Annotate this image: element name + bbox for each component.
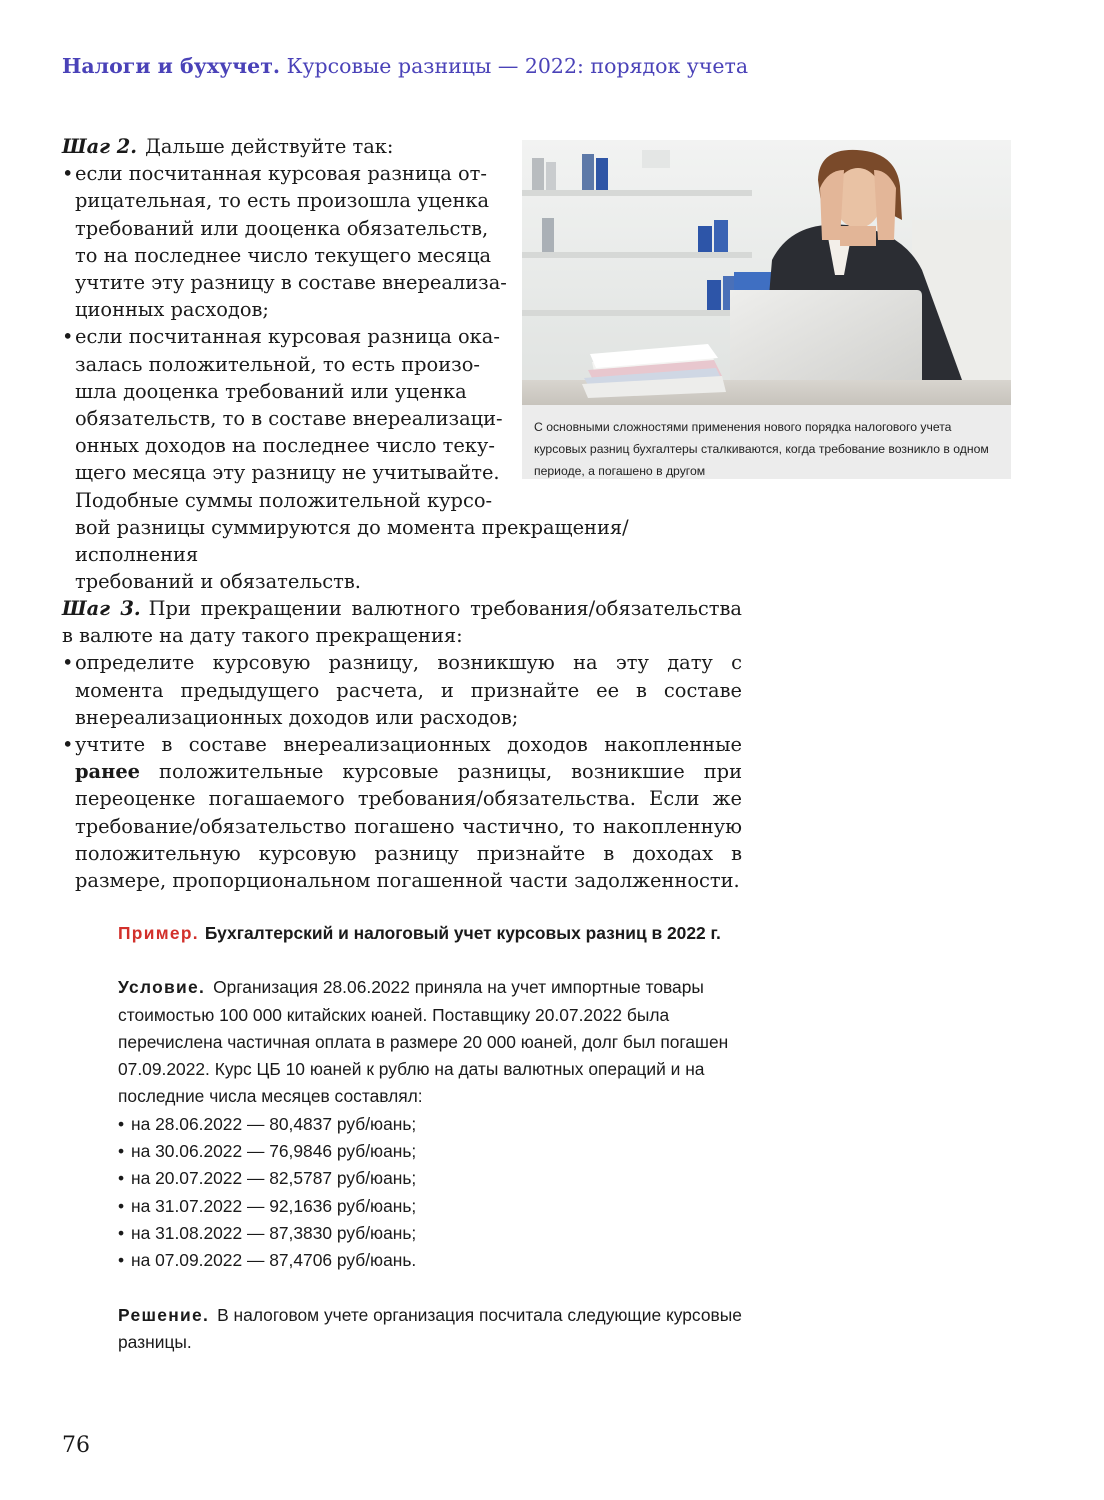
- bullet-text: положительные курсовые разницы, возникшие при переоценке погашаемого требования/обязательства. Если же требование/обязательство погашено частично, то накопленную положительную курсовую разницу признайте в доходах в размере, пропорциональном погашенной части задолженности.: [75, 760, 742, 893]
- text-line: учтите эту разницу в составе внереализа-: [75, 271, 507, 295]
- header-title: Курсовые разницы — 2022: порядок учета: [280, 54, 749, 78]
- step-3-bullet-2: [62, 731, 742, 894]
- office-photo: [522, 140, 1011, 405]
- condition-label: Условие.: [118, 977, 206, 998]
- rate-item: • на 28.06.2022 — 80,4837 руб/юань;: [118, 1111, 744, 1138]
- example-title: Бухгалтерский и налоговый учет курсовых разниц в 2022 г.: [204, 923, 721, 943]
- rate-item: • на 30.06.2022 — 76,9846 руб/юань;: [118, 1138, 744, 1165]
- step-3-bullet-1: • определите курсовую разницу, возникшую на эту дату с момента предыдущего расчета, и признайте ее в составе внереализационных доходов или расходов;: [62, 649, 742, 731]
- condition-text: Организация 28.06.2022 приняла на учет импортные товары стоимостью 100 000 китайских юаней. Поставщику 20.07.2022 была перечислена частичная оплата в размере 20 000 юаней, долг был погашен 07.09.2022. Курс ЦБ 10 юаней к рублю на даты валютных операций и на последние числа месяцев составлял:: [118, 977, 729, 1107]
- rate-item: • на 20.07.2022 — 82,5787 руб/юань;: [118, 1165, 744, 1192]
- example-heading: [118, 920, 744, 947]
- photo-illustration: [522, 140, 1011, 405]
- emphasis-word: ранее: [75, 760, 140, 784]
- step-3-heading: [62, 595, 742, 649]
- text-line: шла дооценка требований или уценка: [75, 379, 467, 403]
- text-line: обязательств, то в составе внереализаци-: [75, 407, 503, 431]
- text-line: требований или дооценка обязательств,: [75, 216, 489, 240]
- text-line: • если посчитанная курсовая разница ока-: [75, 325, 500, 349]
- text-line: Подобные суммы положительной курсо-: [75, 488, 493, 512]
- page-number: 76: [62, 1433, 90, 1458]
- text-line: вой разницы суммируются до момента прекращения/исполнения: [75, 515, 629, 567]
- figure: [522, 140, 1011, 479]
- example-condition: [118, 974, 744, 1110]
- rate-item: • на 31.08.2022 — 87,3830 руб/юань;: [118, 1220, 744, 1247]
- example-label: Пример.: [118, 923, 199, 943]
- text-line: ционных расходов;: [75, 298, 269, 322]
- step-3-list: [62, 649, 742, 894]
- text-line: • если посчитанная курсовая разница от-: [75, 162, 487, 186]
- text-line: то на последнее число текущего месяца: [75, 243, 492, 267]
- text-line: щего месяца эту разницу не учитывайте.: [75, 461, 500, 485]
- text-line: рицательная, то есть произошла уценка: [75, 189, 490, 213]
- solution-label: Решение.: [118, 1304, 210, 1325]
- example-solution: [118, 1302, 744, 1357]
- text-line: онных доходов на последнее число теку-: [75, 434, 495, 458]
- step-3-label: Шаг 3.: [62, 597, 141, 620]
- rate-item: • на 31.07.2022 — 92,1636 руб/юань;: [118, 1193, 744, 1220]
- figure-caption: С основными сложностями применения нового порядка налогового учета курсовых разниц бухгалтеры сталкиваются, когда требование возникло в одном периоде, а погашено в другом: [534, 420, 989, 478]
- step-3-section: [62, 595, 742, 894]
- header-section: Налоги и бухучет.: [62, 54, 281, 78]
- bullet-text: учтите в составе внереализационных доходов накопленные: [75, 733, 742, 757]
- example-box: [118, 920, 744, 1356]
- rate-list: [118, 1111, 744, 1275]
- running-header: [62, 54, 748, 78]
- step-2-intro: Дальше действуйте так:: [145, 135, 394, 158]
- step-2-label: Шаг 2.: [62, 135, 138, 158]
- text-line: залась положительной, то есть произо-: [75, 352, 480, 376]
- step-3-intro: При прекращении валютного требования/обязательства в валюте на дату такого прекращения:: [62, 597, 742, 648]
- rate-item: • на 07.09.2022 — 87,4706 руб/юань.: [118, 1247, 744, 1274]
- text-line: требований и обязательств.: [75, 570, 361, 594]
- solution-text: В налоговом учете организация посчитала следующие курсовые разницы.: [118, 1304, 742, 1352]
